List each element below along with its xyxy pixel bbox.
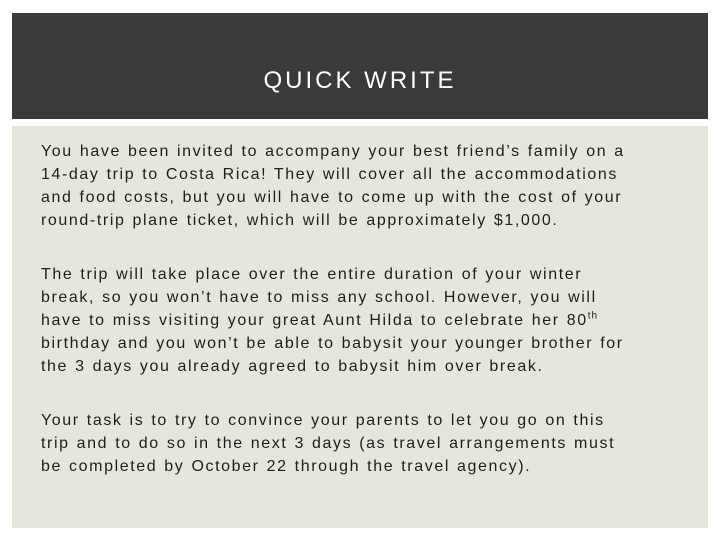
paragraph-line: 14-day trip to Costa Rica! They will cover all the accommodations [41, 166, 619, 183]
paragraph-line: birthday and you won’t be able to babysit your younger brother for [41, 335, 624, 352]
paragraph-3 [41, 409, 691, 478]
paragraph-line: round-trip plane ticket, which will be approximately $1,000. [41, 212, 559, 229]
title-band [12, 13, 708, 119]
content-area [12, 126, 708, 528]
paragraph-line: The trip will take place over the entire duration of your winter [41, 266, 583, 283]
paragraph-line: the 3 days you already agreed to babysit him over break. [41, 358, 544, 375]
slide-title: QUICK WRITE [263, 67, 457, 94]
paragraph-line-text: have to miss visiting your great Aunt Hilda to celebrate her 80 [41, 312, 588, 329]
paragraph-line: and food costs, but you will have to come up with the cost of your [41, 189, 623, 206]
paragraph-line: trip and to do so in the next 3 days (as travel arrangements must [41, 435, 616, 452]
paragraph-1 [41, 140, 691, 232]
ordinal-superscript: th [587, 310, 599, 322]
paragraph-line: break, so you won’t have to miss any school. However, you will [41, 289, 597, 306]
paragraph-2 [41, 263, 691, 378]
paragraph-line: You have been invited to accompany your best friend’s family on a [41, 143, 625, 160]
paragraph-line: Your task is to try to convince your parents to let you go on this [41, 412, 605, 429]
paragraph-line-with-superscript [41, 309, 691, 332]
paragraph-line: be completed by October 22 through the travel agency). [41, 458, 532, 475]
